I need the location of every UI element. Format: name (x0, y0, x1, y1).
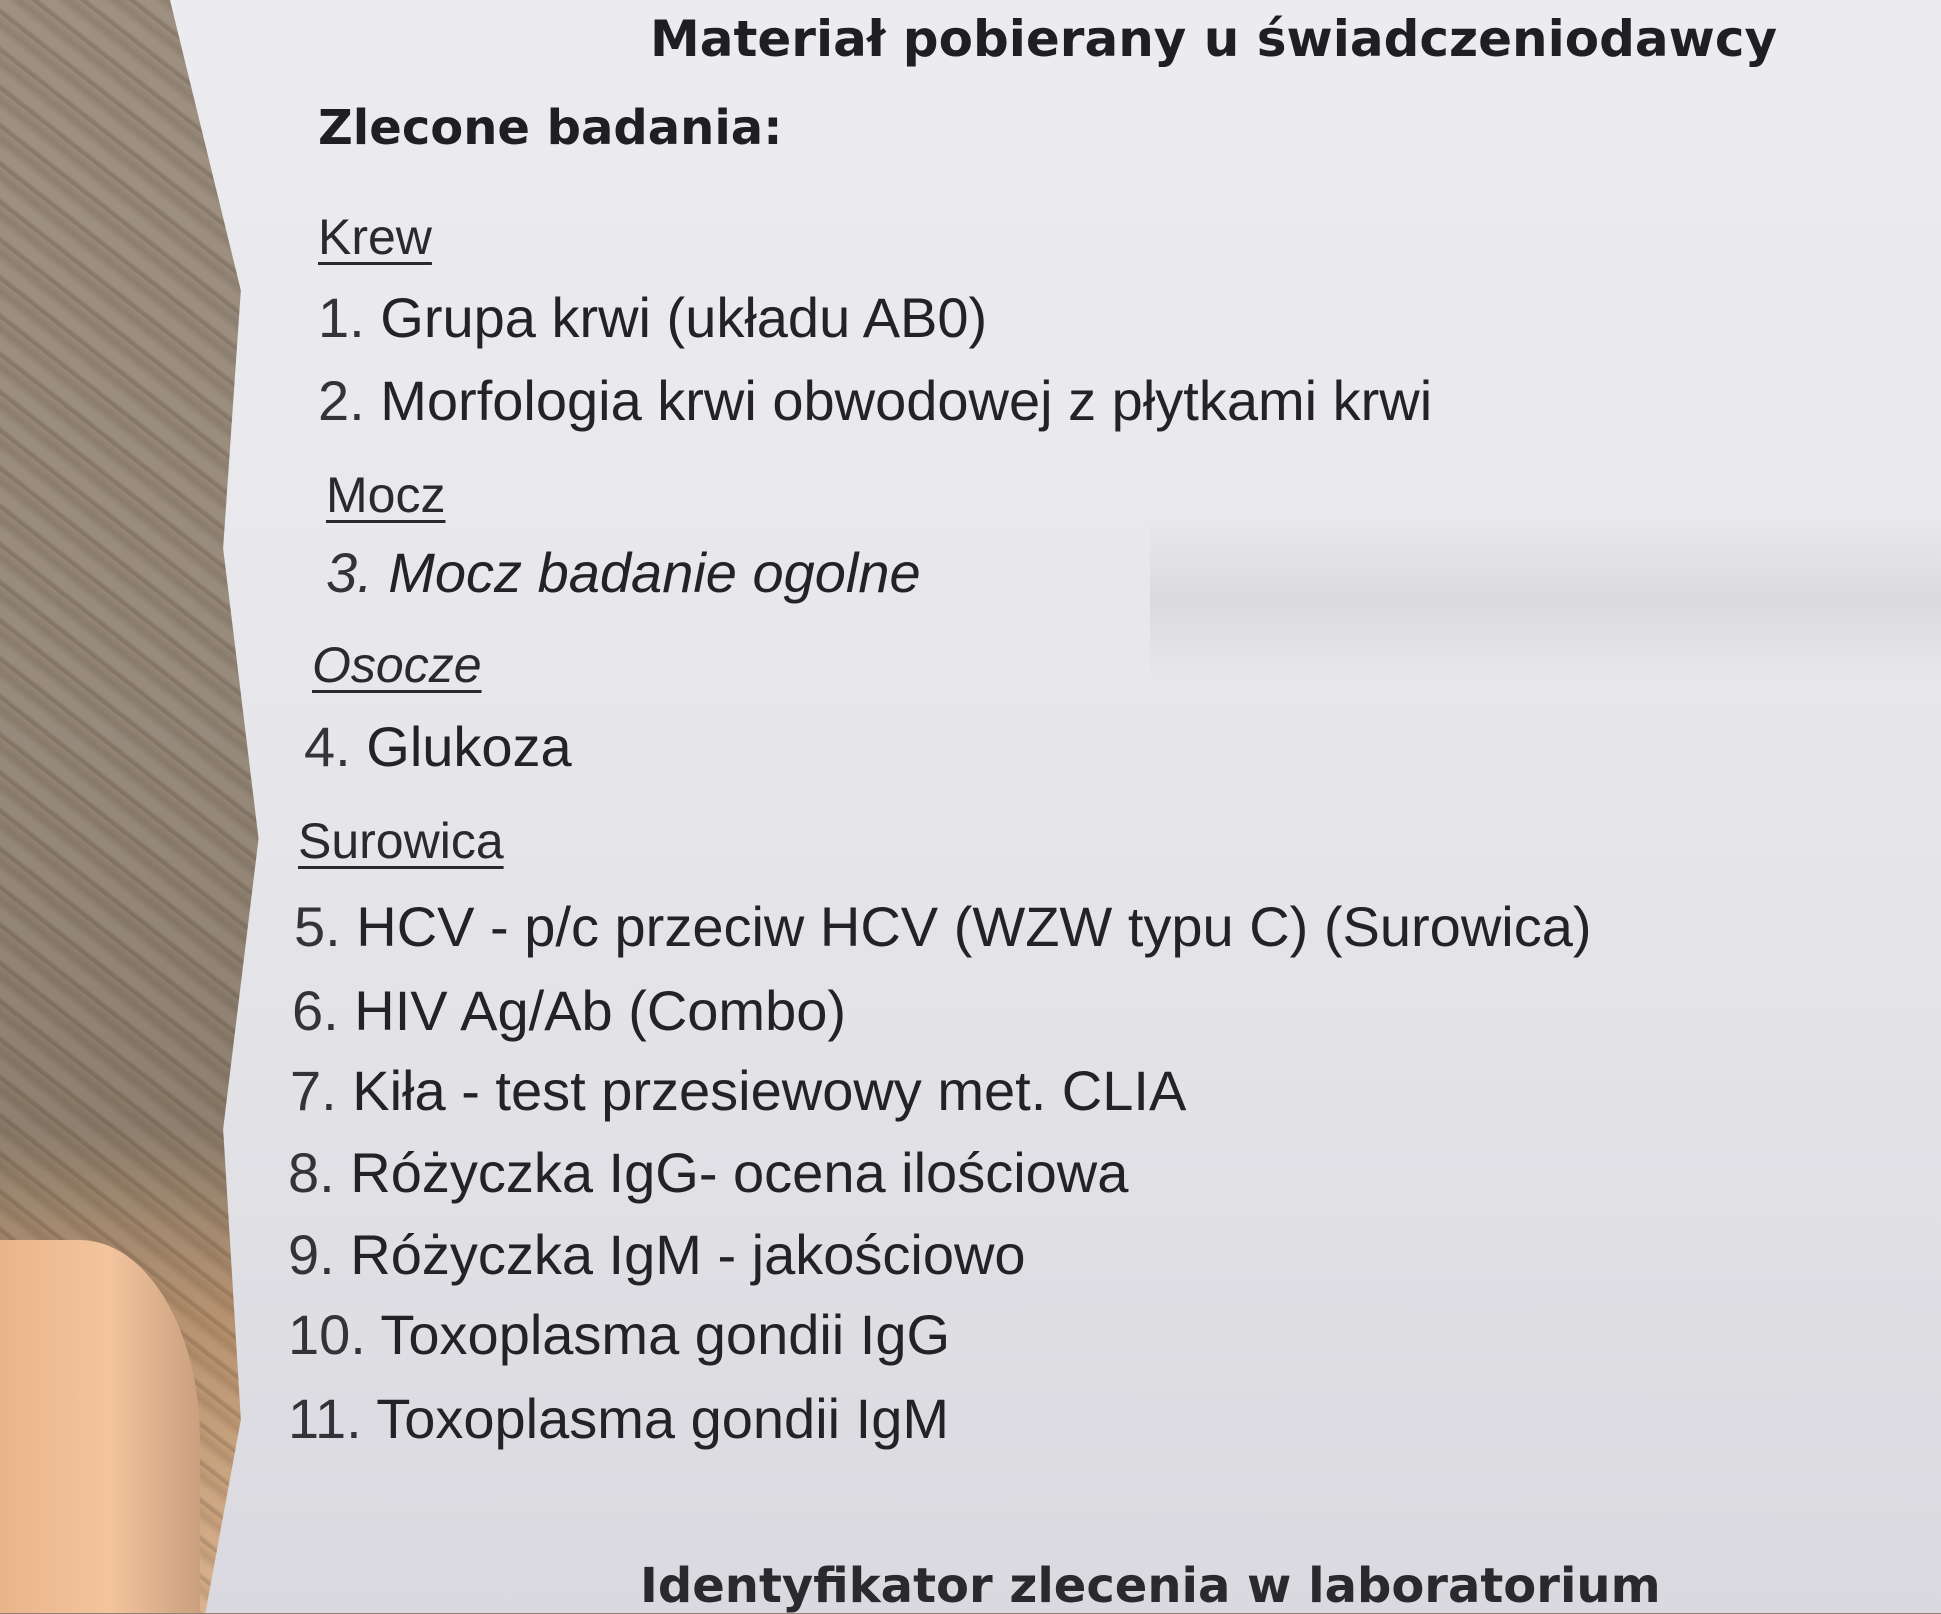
item-number: 3. (326, 541, 373, 604)
section-surowica: Surowica (298, 813, 504, 869)
list-item (288, 1302, 950, 1367)
item-label: Różyczka IgM - jakościowo (350, 1223, 1026, 1286)
list-item (290, 1058, 1186, 1123)
item-label: Kiła - test przesiewowy met. CLIA (352, 1059, 1187, 1122)
item-label: Morfologia krwi obwodowej z płytkami krwi (380, 369, 1433, 432)
item-label: Toxoplasma gondii IgG (380, 1303, 951, 1366)
item-label: HCV - p/c przeciw HCV (WZW typu C) (Surowica) (356, 895, 1592, 958)
item-number: 1. (318, 286, 365, 349)
item-label: Różyczka IgG- ocena ilościowa (350, 1141, 1129, 1204)
item-number: 5. (294, 895, 341, 958)
item-number: 7. (290, 1059, 337, 1122)
section-krew: Krew (318, 209, 432, 265)
item-label: Mocz badanie ogolne (388, 541, 921, 604)
section-mocz: Mocz (326, 467, 446, 523)
list-item (318, 368, 1432, 433)
paper-shadow (1150, 520, 1941, 680)
item-number: 8. (288, 1141, 335, 1204)
item-number: 2. (318, 369, 365, 432)
item-label: HIV Ag/Ab (Combo) (354, 979, 847, 1042)
list-item (304, 714, 572, 779)
item-label: Toxoplasma gondii IgM (376, 1387, 949, 1450)
item-number: 9. (288, 1223, 335, 1286)
list-item (294, 894, 1592, 959)
orders-heading: Zlecone badania: (318, 100, 783, 156)
item-label: Glukoza (366, 715, 572, 778)
item-number: 4. (304, 715, 351, 778)
document-page (170, 0, 1941, 1613)
page-title: Materiał pobierany u świadczeniodawcy (650, 10, 1778, 68)
list-item (318, 285, 987, 350)
section-osocze: Osocze (312, 637, 482, 693)
list-item (326, 540, 921, 605)
list-item (292, 978, 846, 1043)
item-label: Grupa krwi (układu AB0) (380, 286, 988, 349)
list-item (288, 1140, 1128, 1205)
item-number: 6. (292, 979, 339, 1042)
order-id-label: Identyfikator zlecenia w laboratorium (640, 1558, 1661, 1614)
list-item (288, 1386, 949, 1451)
item-number: 10. (288, 1303, 366, 1366)
list-item (288, 1222, 1026, 1287)
item-number: 11. (288, 1387, 362, 1450)
